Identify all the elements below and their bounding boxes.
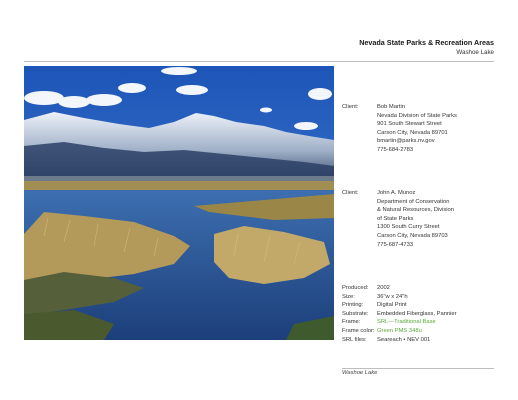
spec-row-frame bbox=[342, 318, 457, 327]
client-org-line3: of State Parks bbox=[377, 215, 414, 222]
client-city: Carson City, Nevada 89703 bbox=[377, 232, 448, 239]
spec-value: SRL—Traditional Base bbox=[377, 319, 436, 326]
client-address: 1300 South Curry Street bbox=[377, 224, 440, 231]
lake-photo bbox=[24, 66, 334, 340]
page-subtitle: Washoe Lake bbox=[456, 49, 494, 56]
client-phone: 775-684-2783 bbox=[377, 146, 414, 153]
client-address: 901 South Stewart Street bbox=[377, 121, 442, 128]
header-divider bbox=[24, 61, 494, 62]
page-title: Nevada State Parks & Recreation Areas bbox=[359, 38, 494, 47]
client-phone: 775-687-4733 bbox=[377, 241, 414, 248]
client-email: bmartin@parks.nv.gov bbox=[377, 138, 435, 145]
spec-key: Frame: bbox=[342, 319, 361, 326]
spec-value: Digital Print bbox=[377, 302, 407, 309]
spec-value: 2002 bbox=[377, 285, 390, 291]
footer-divider bbox=[342, 368, 494, 369]
spec-list bbox=[342, 284, 457, 344]
footer-caption: Washoe Lake bbox=[342, 370, 378, 376]
spec-key: Frame color: bbox=[342, 327, 375, 334]
spec-value: 36"w x 24"h bbox=[377, 293, 408, 300]
client-org: Department of Conservation bbox=[377, 198, 450, 205]
spec-row-produced bbox=[342, 284, 457, 293]
spec-row-printing bbox=[342, 301, 457, 310]
spec-value: Green PMS 348u bbox=[377, 327, 422, 334]
spec-key: Printing: bbox=[342, 302, 364, 309]
spec-value: Embedded Fiberglass, Pannier bbox=[377, 310, 457, 317]
spec-row-substrate bbox=[342, 310, 457, 319]
client-label: Client: bbox=[342, 104, 359, 110]
spec-value: Seareach • NEV 001 bbox=[377, 336, 431, 343]
spec-key: Produced: bbox=[342, 285, 369, 291]
client-org-line2: & Natural Resources, Division bbox=[377, 207, 454, 214]
spec-row-frame-color bbox=[342, 327, 457, 336]
client-org: Nevada Division of State Parks bbox=[377, 112, 457, 119]
client-name: John A. Munoz bbox=[377, 190, 416, 196]
spec-row-srl-files bbox=[342, 336, 457, 345]
client-label: Client: bbox=[342, 190, 359, 196]
client-name: Bob Martin bbox=[377, 104, 406, 110]
spec-key: SRL files: bbox=[342, 336, 367, 343]
spec-key: Substrate: bbox=[342, 310, 369, 317]
spec-row-size bbox=[342, 293, 457, 302]
spec-key: Size: bbox=[342, 293, 355, 300]
client-city: Carson City, Nevada 89701 bbox=[377, 129, 448, 136]
